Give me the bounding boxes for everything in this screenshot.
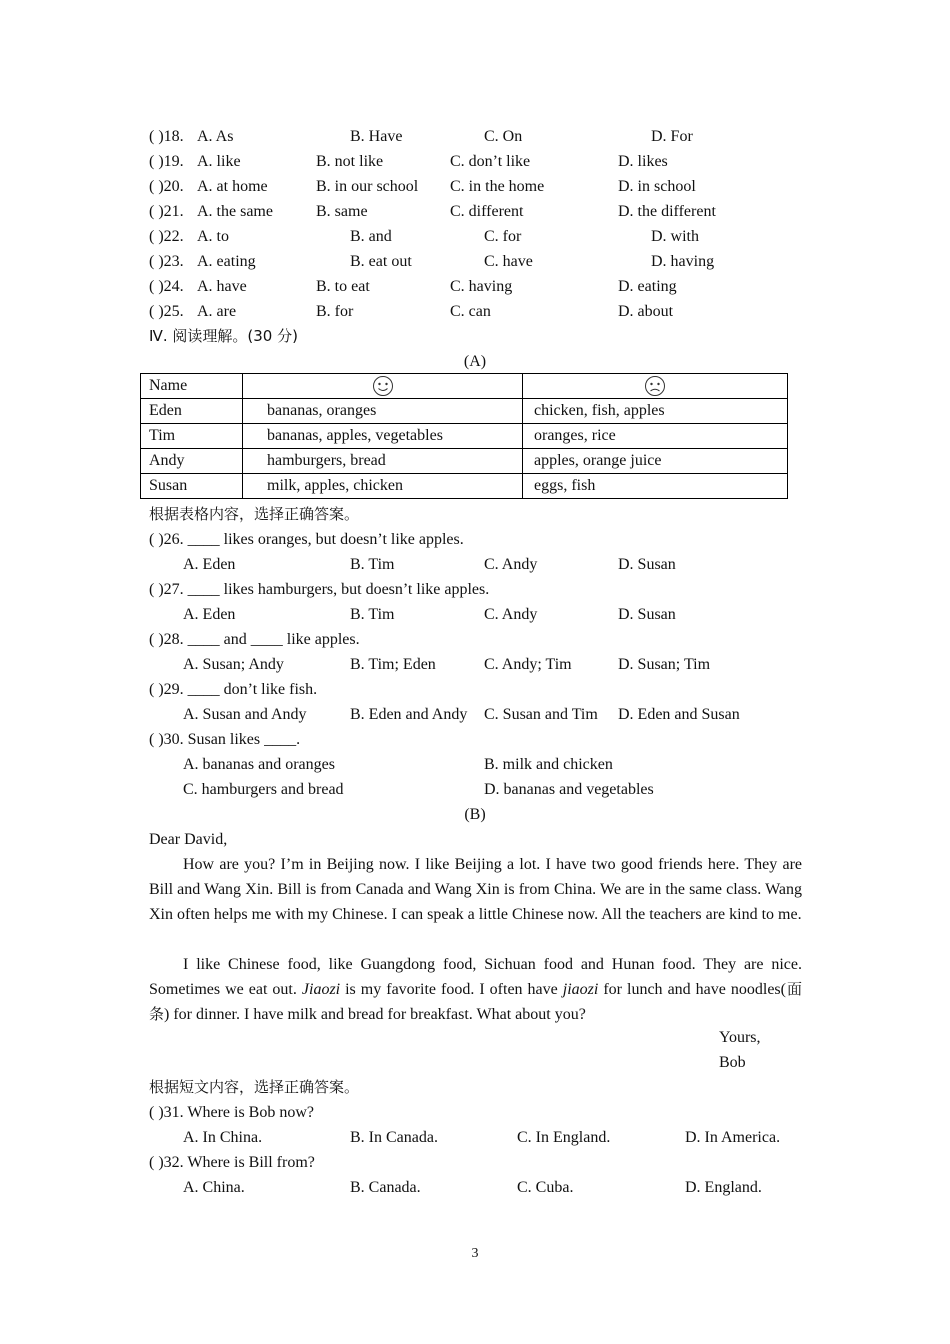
table-row — [141, 474, 788, 499]
question-30-stem: ( )30. Susan likes ____. — [149, 731, 301, 748]
option-d: D. England. — [685, 1179, 762, 1196]
question-30-options-row2 — [149, 777, 809, 802]
jiaozi-italic: jiaozi — [562, 981, 599, 998]
question-21 — [149, 199, 809, 224]
option-c: C. don’t like — [450, 153, 531, 170]
cell-likes: milk, apples, chicken — [243, 474, 523, 499]
table-row — [141, 449, 788, 474]
option-c: C. In England. — [517, 1129, 611, 1146]
page-number: 3 — [471, 1246, 479, 1261]
option-d: D. likes — [618, 153, 668, 170]
option-a: A. China. — [183, 1179, 245, 1196]
option-b: B. in our school — [316, 178, 419, 195]
table-instruction: 根据表格内容，选择正确答案。 — [149, 505, 360, 523]
question-27-options — [149, 602, 809, 627]
option-d: D. bananas and vegetables — [484, 781, 654, 798]
option-b: B. to eat — [316, 278, 370, 295]
question-number: ( )24. — [149, 278, 184, 295]
cell-dislikes: eggs, fish — [523, 474, 788, 499]
question-18 — [149, 124, 809, 149]
table-row — [141, 424, 788, 449]
question-number: ( )21. — [149, 203, 184, 220]
option-d: D. eating — [618, 278, 677, 295]
option-d: D. Eden and Susan — [618, 706, 740, 723]
option-a: A. Susan; Andy — [183, 656, 284, 673]
option-b: B. milk and chicken — [484, 756, 613, 773]
smiley-face-icon — [372, 375, 394, 397]
option-c: C. Cuba. — [517, 1179, 574, 1196]
question-22 — [149, 224, 809, 249]
section-heading: Ⅳ. 阅读理解。(30 分) — [149, 327, 298, 345]
option-b: B. and — [350, 228, 392, 245]
option-c: C. for — [484, 228, 522, 245]
question-28-stem: ( )28. ____ and ____ like apples. — [149, 631, 360, 648]
option-c: C. in the home — [450, 178, 545, 195]
option-d: D. Susan — [618, 606, 676, 623]
table-header-row — [141, 374, 788, 399]
question-32-stem: ( )32. Where is Bill from? — [149, 1154, 315, 1171]
question-23 — [149, 249, 809, 274]
paragraph-text: for lunch and have noodles( — [598, 981, 786, 998]
question-number: ( )20. — [149, 178, 184, 195]
option-a: A. eating — [197, 253, 256, 270]
question-29-stem: ( )29. ____ don’t like fish. — [149, 681, 318, 698]
question-29-options — [149, 702, 809, 727]
question-26-options — [149, 552, 809, 577]
table-row — [141, 399, 788, 424]
option-c: C. have — [484, 253, 533, 270]
question-number: ( )25. — [149, 303, 184, 320]
cell-dislikes: apples, orange juice — [523, 449, 788, 474]
option-a: A. are — [197, 303, 237, 320]
part-a-label: (A) — [463, 353, 487, 370]
header-likes — [243, 374, 523, 399]
question-24 — [149, 274, 809, 299]
cell-dislikes: oranges, rice — [523, 424, 788, 449]
letter-paragraph-1: How are you? I’m in Beijing now. I like Beijing a lot. I have two good friends here. They are Bill and Wang Xin. Bill is from Canada and Wang Xin is from China. We are in the same class. Wang Xin often helps me with my Chinese. I can speak a little Chinese now. All the teachers are kind to me. — [149, 856, 802, 923]
option-b: B. not like — [316, 153, 384, 170]
cell-name: Tim — [141, 424, 243, 449]
option-d: D. Susan — [618, 556, 676, 573]
option-b: B. Have — [350, 128, 403, 145]
letter-signature: Bob — [719, 1054, 746, 1071]
cell-name: Andy — [141, 449, 243, 474]
noodles-chinese: 面条 — [149, 980, 803, 1023]
option-c: C. can — [450, 303, 491, 320]
option-d: D. in school — [618, 178, 696, 195]
header-dislikes — [523, 374, 788, 399]
question-26-stem: ( )26. ____ likes oranges, but doesn’t like apples. — [149, 531, 464, 548]
option-b: B. eat out — [350, 253, 412, 270]
option-a: A. Eden — [183, 556, 236, 573]
cell-likes: bananas, oranges — [243, 399, 523, 424]
option-b: B. Eden and Andy — [350, 706, 468, 723]
option-d: D. Susan; Tim — [618, 656, 711, 673]
option-d: D. the different — [618, 203, 716, 220]
option-c: C. Andy — [484, 556, 538, 573]
option-a: A. Eden — [183, 606, 236, 623]
option-c: C. Andy — [484, 606, 538, 623]
question-28-options — [149, 652, 809, 677]
option-a: A. In China. — [183, 1129, 263, 1146]
option-c: C. hamburgers and bread — [183, 781, 344, 798]
question-31-options — [149, 1125, 809, 1150]
option-b: B. same — [316, 203, 368, 220]
question-30-options-row1 — [149, 752, 809, 777]
option-c: C. Andy; Tim — [484, 656, 572, 673]
letter-paragraph-2 — [149, 952, 802, 1027]
cell-dislikes: chicken, fish, apples — [523, 399, 788, 424]
question-27-stem: ( )27. ____ likes hamburgers, but doesn’t like apples. — [149, 581, 490, 598]
option-b: B. Tim; Eden — [350, 656, 436, 673]
option-d: D. For — [651, 128, 693, 145]
option-d: D. about — [618, 303, 674, 320]
option-b: B. In Canada. — [350, 1129, 438, 1146]
option-d: D. with — [651, 228, 699, 245]
option-a: A. bananas and oranges — [183, 756, 335, 773]
question-number: ( )18. — [149, 128, 184, 145]
option-a: A. the same — [197, 203, 273, 220]
question-31-stem: ( )31. Where is Bob now? — [149, 1104, 314, 1121]
option-d: D. having — [651, 253, 715, 270]
option-c: C. Susan and Tim — [484, 706, 598, 723]
cell-name: Susan — [141, 474, 243, 499]
option-c: C. having — [450, 278, 513, 295]
part-b-label: (B) — [464, 806, 486, 823]
cell-likes: bananas, apples, vegetables — [243, 424, 523, 449]
paragraph-text: is my favorite food. I often have — [340, 981, 563, 998]
option-a: A. like — [197, 153, 241, 170]
paragraph-text: I like Chinese food, like Guangdong food, Sichuan food and Hunan food. They are nice. Sometimes we eat out. — [149, 956, 802, 998]
option-a: A. have — [197, 278, 247, 295]
question-20 — [149, 174, 809, 199]
option-c: C. different — [450, 203, 524, 220]
letter-closing: Yours, — [719, 1029, 761, 1046]
option-a: A. Susan and Andy — [183, 706, 307, 723]
passage-instruction: 根据短文内容，选择正确答案。 — [149, 1078, 360, 1096]
option-a: A. at home — [197, 178, 268, 195]
sad-face-icon — [644, 375, 666, 397]
cell-likes: hamburgers, bread — [243, 449, 523, 474]
option-b: B. Tim — [350, 556, 395, 573]
question-number: ( )23. — [149, 253, 184, 270]
option-d: D. In America. — [685, 1129, 781, 1146]
header-name: Name — [141, 374, 243, 399]
option-a: A. to — [197, 228, 229, 245]
question-32-options — [149, 1175, 809, 1200]
letter-greeting: Dear David, — [149, 831, 228, 848]
cell-name: Eden — [141, 399, 243, 424]
option-b: B. Tim — [350, 606, 395, 623]
question-number: ( )22. — [149, 228, 184, 245]
option-b: B. for — [316, 303, 354, 320]
jiaozi-italic: Jiaozi — [301, 981, 341, 998]
option-a: A. As — [197, 128, 234, 145]
question-number: ( )19. — [149, 153, 184, 170]
option-b: B. Canada. — [350, 1179, 421, 1196]
question-19 — [149, 149, 809, 174]
option-c: C. On — [484, 128, 523, 145]
paragraph-text: ) for dinner. I have milk and bread for breakfast. What about you? — [164, 1006, 586, 1023]
question-25 — [149, 299, 809, 324]
food-preference-table — [140, 373, 788, 499]
